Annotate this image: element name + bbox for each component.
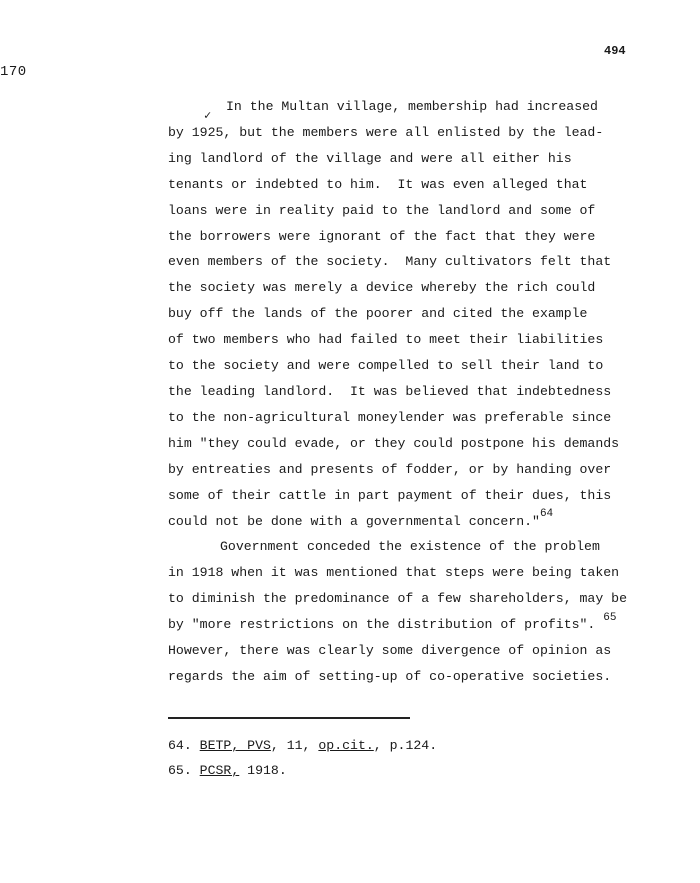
footnote-source: BETP, PVS [199,738,271,753]
paragraph-2-line-4: by "more restrictions on the distribution of profits". $^{65}$ [168,611,617,633]
paragraph-1-line-2: by 1925, but the members were all enlisted by the lead- [168,124,604,140]
footnote-ref-64: 64 [539,508,554,521]
paragraph-1-line-6: the borrowers were ignorant of the fact that they were [168,228,596,244]
paragraph-2-line-3: to diminish the predominance of a few shareholders, may be [168,591,627,607]
margin-page-number: 170 [0,64,27,80]
paragraph-2-line-5: However, there was clearly some divergence of opinion as [168,643,612,659]
paragraph-2-line-1: Government conceded the existence of the problem [220,539,600,555]
paragraph-1-line-17: could not be done with a governmental concern."$^{64}$ [168,508,554,529]
footnote-64: 64. BETP, PVS, 11, op.cit., p.124. [168,738,438,753]
paragraph-1-line-16: some of their cattle in part payment of their dues, this [168,487,612,503]
paragraph-1-line-10: of two members who had failed to meet their liabilities [168,332,604,348]
footnotes [168,733,437,783]
footnote-65: 65. PCSR, 1918. [168,763,287,778]
footnote-source: PCSR, [199,763,240,778]
paragraph-1-line-9: buy off the lands of the poorer and cited the example [168,306,588,322]
paragraph-1-line-15: by entreaties and presents of fodder, or by handing over [168,461,612,477]
page-number: 494 [604,44,626,58]
paragraph-1-line-8: the society was merely a device whereby the rich could [168,280,596,296]
paragraph-1-line-11: to the society and were compelled to sell their land to [168,358,604,374]
paragraph-1-line-13: to the non-agricultural moneylender was preferable since [168,409,612,425]
paragraph-1-line-3: ing landlord of the village and were all either his [168,150,572,166]
paragraph-1-line-5: loans were in reality paid to the landlord and some of [168,202,596,218]
paragraph-2-line-2: in 1918 when it was mentioned that steps were being taken [168,565,620,581]
paragraph-1-line-4: tenants or indebted to him. It was even alleged that [168,176,588,192]
check-mark-icon: ✓ [204,109,212,123]
paragraph-1-line-7: even members of the society. Many cultivators felt that [168,254,612,270]
paragraph-2-line-6: regards the aim of setting-up of co-operative societies. [168,668,612,684]
paragraph-1-line-1: ✓ In the Multan village, membership had increased [168,94,638,120]
document-body [168,94,638,690]
paragraph-1-line-14: him "they could evade, or they could postpone his demands [168,435,620,451]
footnote-ref-65: 65 [603,611,617,624]
paragraph-1-line-12: the leading landlord. It was believed that indebtedness [168,383,612,399]
op-cit: op.cit. [318,738,374,753]
footnote-divider [168,717,410,719]
